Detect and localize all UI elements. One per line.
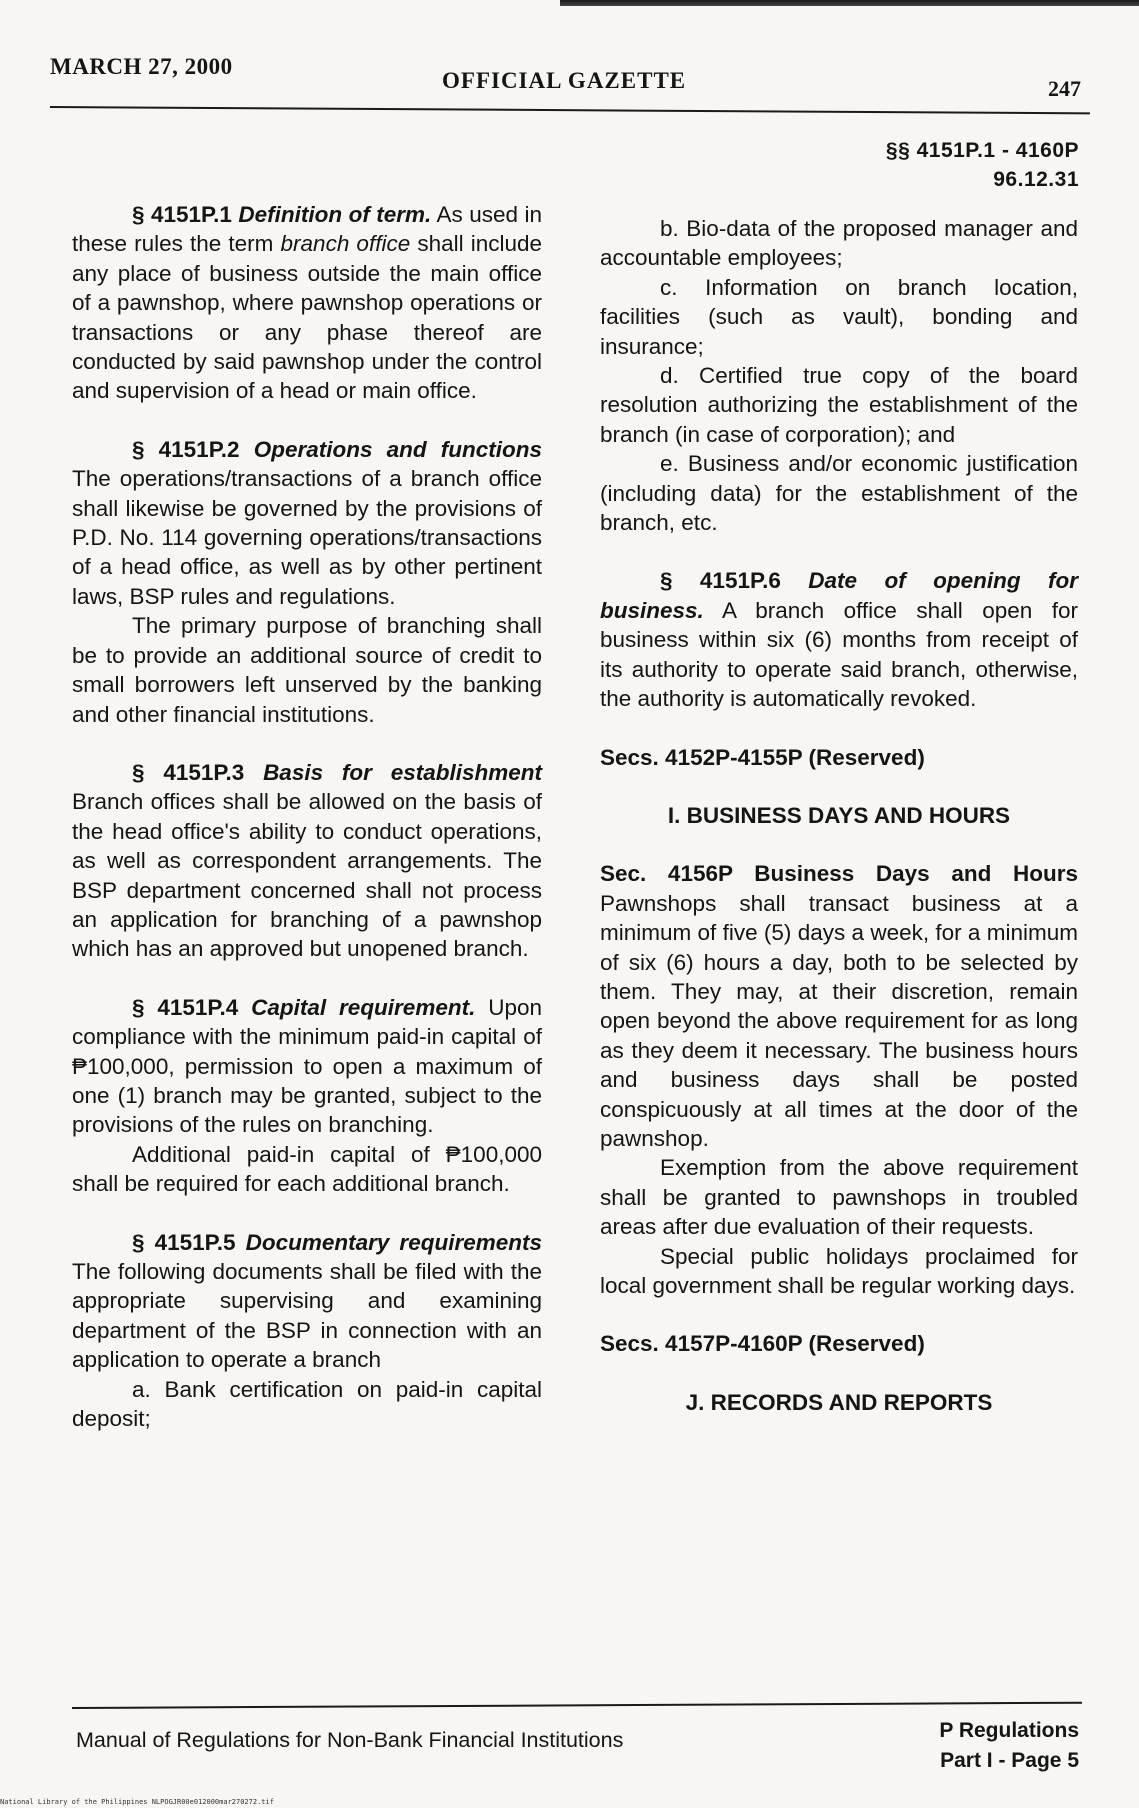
section-4151p6: [600, 566, 1078, 713]
section-text: Upon compliance with the minimum paid-in capital of ₱100,000, permission to open a maximum of one (1) branch may be granted, subject to the provisions of the rules on branching.: [72, 994, 542, 1138]
footer-page-ref: [939, 1716, 1079, 1776]
section-symbol: § 4151P.6: [660, 568, 809, 594]
page-number: 247: [1048, 76, 1081, 101]
footer-regulations: P Regulations: [939, 1719, 1079, 1742]
section-range-codes: §§ 4151P.1 - 4160P: [885, 139, 1079, 162]
footer-rule: [72, 1702, 1082, 1709]
section-heading: Sec. 4156P Business Days and Hours: [600, 861, 1078, 887]
list-item-d: d. Certified true copy of the board resolution authorizing the establishment of the branch (in case of corporation); and: [600, 363, 1078, 447]
paragraph: Special public holidays proclaimed for local government shall be regular working days.: [600, 1243, 1078, 1298]
paragraph: Exemption from the above requirement shall be granted to pawnshops in troubled areas after due evaluation of their requests.: [600, 1155, 1078, 1240]
gazette-date: MARCH 27, 2000: [50, 54, 233, 79]
scan-source-label: National Library of the Philippines NLPOGJR00e012000mar270272.tif: [0, 1798, 274, 1806]
section-symbol: § 4151P.2: [132, 436, 254, 462]
paragraph: Additional paid-in capital of ₱100,000 shall be required for each additional branch.: [72, 1141, 542, 1197]
section-text: As used in these rules the term: [72, 202, 542, 257]
section-4151p2: [72, 435, 542, 611]
section-4151p1: [72, 200, 542, 406]
section-text: Pawnshops shall transact business at a minimum of five (5) days a week, for a minimum of six (6) hours a day, both to be selected by them. They may, at their discretion, remain open beyond the above requirement for as long as they deem it necessary. The business hours and business days shall be posted conspicuously at all times at the door of the pawnshop.: [600, 890, 1078, 1151]
part-i-heading: I. BUSINESS DAYS AND HOURS: [667, 802, 1011, 828]
section-symbol: § 4151P.3: [132, 759, 264, 785]
section-4156p: [600, 859, 1078, 1153]
section-heading: Basis for establishment: [263, 759, 542, 785]
gazette-title: OFFICIAL GAZETTE: [442, 68, 687, 93]
section-heading: Operations and functions: [253, 436, 542, 462]
section-symbol: § 4151P.1: [132, 202, 239, 227]
list-item-a: a. Bank certification on paid-in capital deposit;: [72, 1376, 542, 1432]
footer-manual-title: Manual of Regulations for Non-Bank Financial Institutions: [76, 1728, 624, 1752]
reserved-sections-1: Secs. 4152P-4155P (Reserved): [600, 744, 925, 770]
section-4151p4: [72, 993, 542, 1140]
section-text: Branch offices shall be allowed on the basis of the head office's ability to conduct operations, as well as correspondent arrangements. The BSP department concerned shall not process an application for branching of a pawnshop which has an approved but unopened branch.: [72, 789, 542, 962]
reserved-sections-2: Secs. 4157P-4160P (Reserved): [600, 1331, 925, 1357]
section-heading: Definition of term.: [238, 202, 432, 227]
defined-term: branch office: [280, 231, 411, 257]
section-heading: Capital requirement.: [251, 994, 476, 1020]
part-j-heading: J. RECORDS AND REPORTS: [685, 1389, 993, 1415]
section-symbol: § 4151P.4: [132, 994, 252, 1020]
list-item-b: b. Bio-data of the proposed manager and accountable employees;: [600, 216, 1078, 271]
section-text: The following documents shall be filed with the appropriate supervising and examining department of the BSP in connection with an application to operate a branch: [72, 1259, 542, 1373]
paragraph: The primary purpose of branching shall be to provide an additional source of credit to small borrowers left unserved by the banking and other financial institutions.: [72, 613, 542, 727]
section-text: A branch office shall open for business within six (6) months from receipt of its authority to operate said branch, otherwise, the authority is automatically revoked.: [600, 597, 1078, 712]
section-text: The operations/transactions of a branch office shall likewise be governed by the provisions of P.D. No. 114 governing operations/transactions of a head office, as well as by other pertinent laws, BSP rules and regulations.: [72, 466, 542, 609]
section-text: shall include any place of business outside the main office of a pawnshop, where pawnshop operations or transactions or any phase thereof are conducted by said pawnshop under the control and supervision of a head or main office.: [72, 231, 543, 404]
section-range-date: 96.12.31: [993, 168, 1079, 191]
list-item-c: c. Information on branch location, facilities (such as vault), bonding and insurance;: [600, 274, 1078, 359]
header-rule: [50, 106, 1090, 114]
footer-part-page: Part I - Page 5: [940, 1749, 1079, 1772]
section-4151p3: [72, 758, 542, 964]
section-4151p5: [72, 1228, 542, 1375]
right-column: [600, 214, 1078, 1417]
section-symbol: § 4151P.5: [132, 1229, 246, 1255]
section-range: [886, 136, 1079, 194]
top-edge-rule: [560, 0, 1139, 6]
left-column: [72, 200, 542, 1433]
list-item-e: e. Business and/or economic justification (including data) for the establishment of the branch, etc.: [600, 451, 1078, 536]
section-heading: Documentary requirements: [245, 1229, 542, 1255]
section-heading: Date of opening for business.: [600, 568, 1078, 623]
